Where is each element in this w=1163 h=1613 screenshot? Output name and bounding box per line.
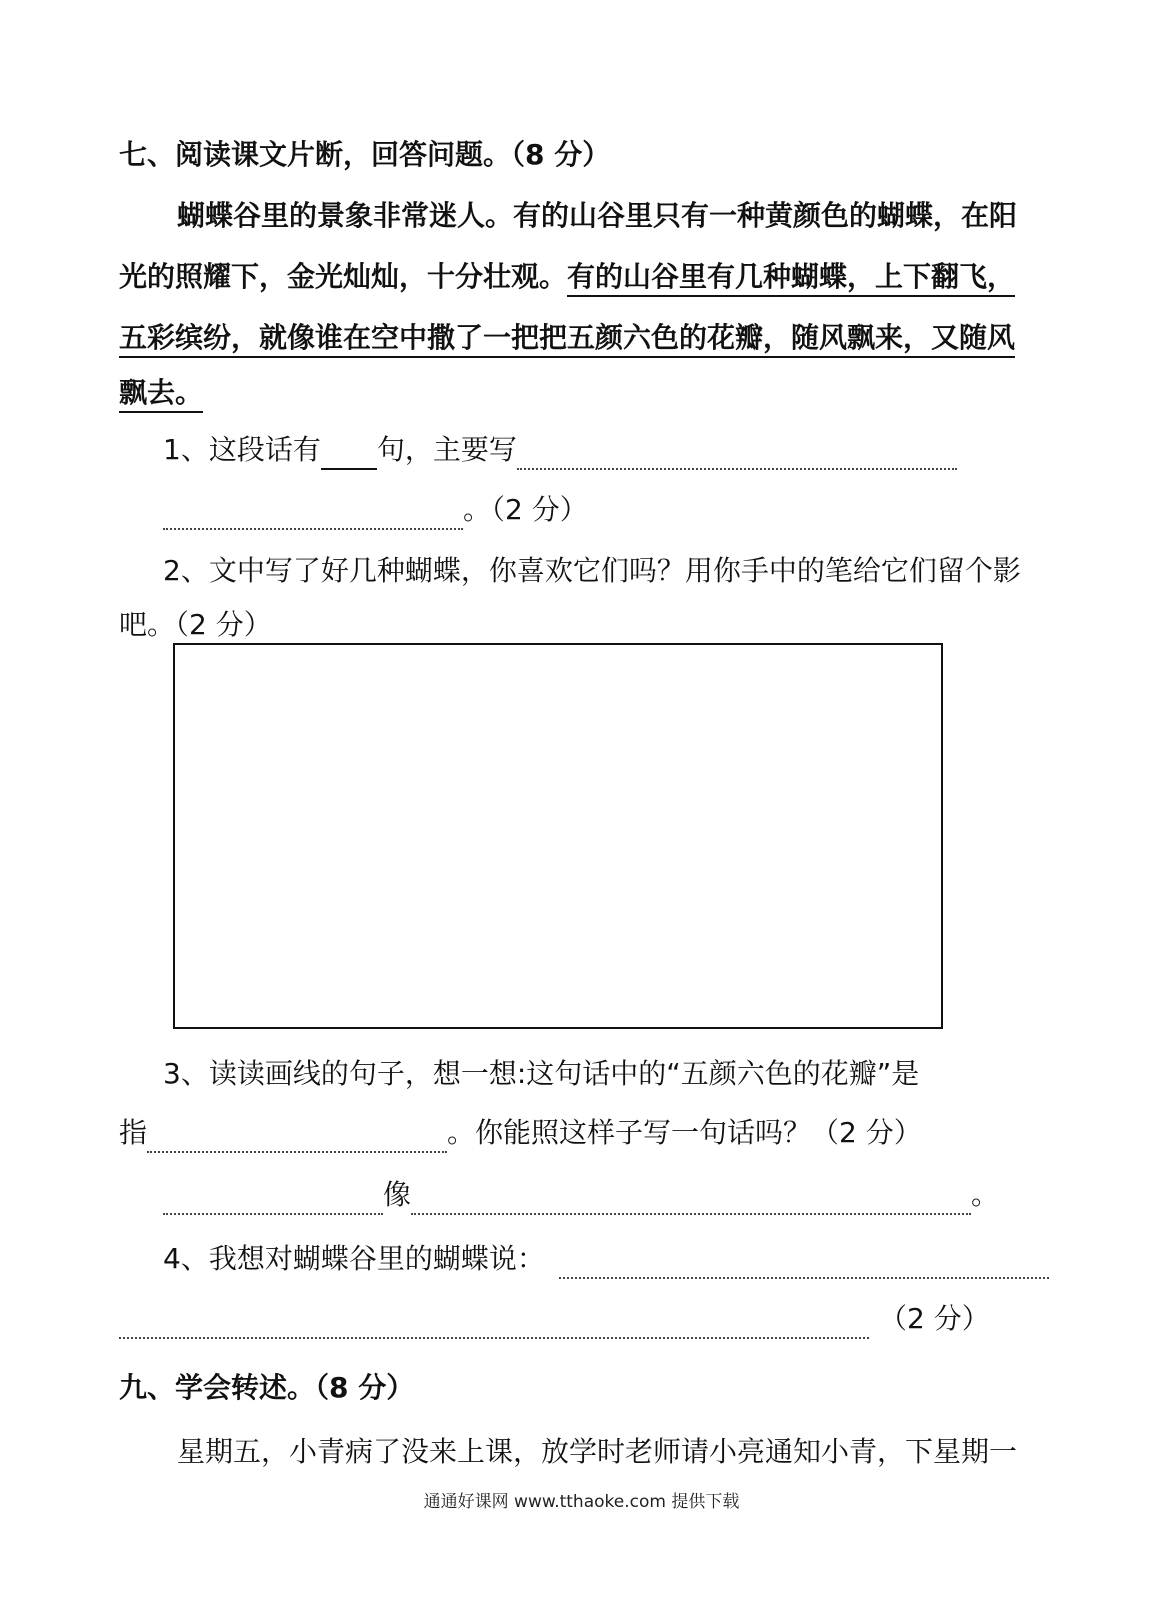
q1-text-b: 句，主要写 — [376, 433, 517, 466]
q4-answer-blank-2[interactable] — [119, 1307, 869, 1339]
section-7-title: 七、阅读课文片断，回答问题。（8 分） — [119, 138, 611, 171]
q3-text-like: 像 — [383, 1178, 412, 1211]
q3-text-a: 指 — [119, 1116, 148, 1149]
question-3-line-2 — [119, 1113, 922, 1153]
passage-line-3 — [119, 318, 1015, 358]
passage-line-2-plain: 光的照耀下，金光灿灿，十分壮观。 — [119, 260, 568, 293]
q1-content-blank-2[interactable] — [163, 498, 463, 530]
q1-text-a: 1、这段话有 — [163, 433, 321, 466]
q3-sentence-blank-1[interactable] — [163, 1183, 383, 1215]
passage-line-2 — [119, 257, 1015, 297]
q3-text-b: 。你能照这样子写一句话吗？（2 分） — [447, 1116, 922, 1149]
section-9-title: 九、学会转述。（8 分） — [119, 1371, 415, 1404]
question-2-line-2: 吧。（2 分） — [119, 608, 272, 641]
question-3-line-3 — [163, 1175, 999, 1215]
q1-sentence-count-blank[interactable] — [321, 438, 377, 470]
passage-line-4 — [119, 373, 203, 413]
q4-answer-blank-1[interactable] — [559, 1247, 1049, 1279]
q1-content-blank-1[interactable] — [517, 438, 957, 470]
question-2-line-1: 2、文中写了好几种蝴蝶，你喜欢它们吗？用你手中的笔给它们留个影 — [163, 554, 1021, 587]
passage-line-4-underlined: 飘去。 — [119, 376, 203, 413]
question-4-line-1 — [163, 1239, 1049, 1279]
question-3-line-1: 3、读读画线的句子，想一想:这句话中的“五颜六色的花瓣”是 — [163, 1057, 920, 1090]
question-4-line-2 — [119, 1299, 990, 1339]
section-9-text: 星期五，小青病了没来上课，放学时老师请小亮通知小青，下星期一 — [177, 1435, 1018, 1468]
question-1-line-1 — [163, 430, 957, 470]
passage-line-1: 蝴蝶谷里的景象非常迷人。有的山谷里只有一种黄颜色的蝴蝶，在阳 — [177, 199, 1018, 232]
q4-score: （2 分） — [879, 1302, 990, 1335]
q3-meaning-blank[interactable] — [147, 1121, 447, 1153]
q1-text-c: 。（2 分） — [463, 493, 588, 526]
passage-line-3-underlined: 五彩缤纷，就像谁在空中撒了一把把五颜六色的花瓣，随风飘来，又随风 — [119, 321, 1015, 358]
q4-text-a: 4、我想对蝴蝶谷里的蝴蝶说： — [163, 1242, 545, 1275]
question-1-line-2 — [163, 490, 588, 530]
q3-sentence-blank-2[interactable] — [411, 1183, 971, 1215]
footer-credit: 通通好课网 www.tthaoke.com 提供下载 — [423, 1492, 740, 1512]
drawing-box[interactable] — [173, 643, 943, 1029]
q3-text-end: 。 — [971, 1178, 1000, 1211]
passage-line-2-underlined: 有的山谷里有几种蝴蝶，上下翻飞， — [567, 260, 1015, 297]
